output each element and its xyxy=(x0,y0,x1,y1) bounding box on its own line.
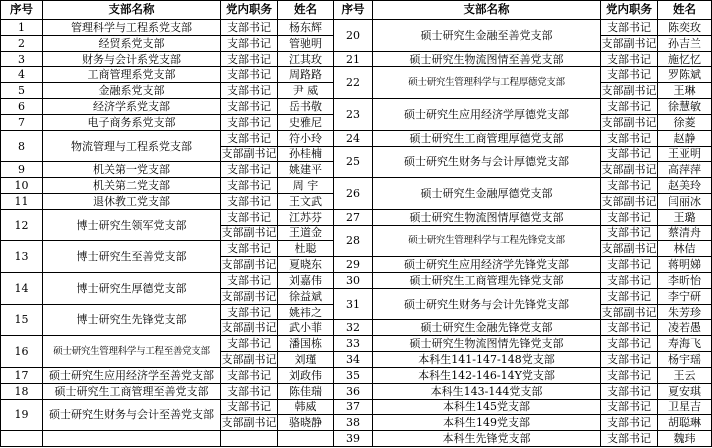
party-role-cell-right: 支部书记 xyxy=(601,257,658,273)
party-role-cell-right: 支部书记 xyxy=(601,225,658,241)
header-role: 党内职务 xyxy=(221,1,278,20)
seq-cell: 1 xyxy=(1,20,43,36)
member-name-cell-right: 朱芳珍 xyxy=(658,304,712,320)
party-role-cell-right: 支部书记 xyxy=(601,130,658,146)
branch-name-cell: 机关第二党支部 xyxy=(43,178,221,194)
member-name-cell: 武小菲 xyxy=(278,320,334,336)
member-name-cell: 江其玫 xyxy=(278,51,334,67)
seq-cell-right: 24 xyxy=(334,130,373,146)
branch-name-cell-right: 本科生143-144党支部 xyxy=(373,383,601,399)
party-role-cell-right: 支部书记 xyxy=(601,431,658,447)
branch-name-cell-right: 硕士研究生金融至善党支部 xyxy=(373,20,601,52)
member-name-cell: 管驰明 xyxy=(278,35,334,51)
header-seq-right: 序号 xyxy=(334,1,373,20)
party-role-cell-right: 支部书记 xyxy=(601,399,658,415)
seq-cell-right: 29 xyxy=(334,257,373,273)
party-role-cell: 支部副书记 xyxy=(221,147,277,161)
member-name-cell-right: 孙吉兰 xyxy=(658,35,712,51)
branch-name-cell-right: 硕士研究生管理科学与工程先锋党支部 xyxy=(373,225,601,257)
seq-cell: 2 xyxy=(1,35,43,51)
party-role-cell: 支部副书记 xyxy=(221,289,277,303)
party-role-cell-right: 支部书记 xyxy=(601,336,658,352)
seq-cell: 7 xyxy=(1,114,43,130)
member-name-cell-right: 王亚明 xyxy=(658,146,712,162)
member-name-cell-right: 施忆忆 xyxy=(658,51,712,67)
table-row xyxy=(1,20,712,36)
member-name-cell: 史雅尼 xyxy=(278,114,334,130)
member-name-cell-right: 李宁研 xyxy=(658,288,712,304)
branch-name-cell: 硕士研究生应用经济学至善党支部 xyxy=(43,367,221,383)
branch-name-cell: 工商管理系党支部 xyxy=(43,67,221,83)
member-name-cell-right: 罗陈斌 xyxy=(658,67,712,83)
party-role-cell-right: 支部书记 xyxy=(601,352,658,368)
party-role-cell: 支部书记 xyxy=(221,193,278,209)
member-name-cell: 王道金 xyxy=(278,225,334,241)
member-name-cell: 刘嘉伟 xyxy=(278,273,334,289)
branch-name-cell: 金融系党支部 xyxy=(43,83,221,99)
table-row xyxy=(1,336,712,352)
member-name-cell: 刘政伟 xyxy=(278,367,334,383)
member-name-cell-right: 杨宇瑶 xyxy=(658,352,712,368)
party-role-cell: 支部副书记 xyxy=(221,416,277,430)
seq-cell: 5 xyxy=(1,83,43,99)
member-name-cell: 韩威 xyxy=(278,399,334,415)
table-row xyxy=(1,273,712,289)
member-name-cell: 夏晓东 xyxy=(278,257,334,273)
party-role-cell: 支部书记 xyxy=(221,83,278,99)
seq-cell-right: 20 xyxy=(334,20,373,52)
table-row xyxy=(1,431,712,447)
member-name-cell-right: 胡聪琳 xyxy=(658,415,712,431)
seq-cell: 4 xyxy=(1,67,43,83)
table-row xyxy=(1,178,712,194)
branch-name-cell-right: 硕士研究生金融先锋党支部 xyxy=(373,320,601,336)
branch-name-cell: 机关第一党支部 xyxy=(43,162,221,178)
party-role-cell-right: 支部书记 xyxy=(601,51,658,67)
seq-cell-right: 32 xyxy=(334,320,373,336)
party-role-cell: 支部书记 xyxy=(221,241,278,257)
branch-name-cell: 财务与会计系党支部 xyxy=(43,51,221,67)
party-role-cell-right: 支部副书记 xyxy=(601,194,657,208)
member-name-cell: 陈佳瑞 xyxy=(278,383,334,399)
branch-name-cell-right: 硕士研究生财务与会计先锋党支部 xyxy=(373,288,601,320)
party-role-cell-right: 支部副书记 xyxy=(601,163,657,177)
seq-cell-right: 26 xyxy=(334,178,373,210)
party-role-cell-right: 支部副书记 xyxy=(601,242,657,256)
branch-name-cell-right: 本科生149党支部 xyxy=(373,415,601,431)
seq-cell-right: 37 xyxy=(334,399,373,415)
member-name-cell: 岳书敬 xyxy=(278,99,334,115)
member-name-cell: 姚祎之 xyxy=(278,304,334,320)
header-row xyxy=(1,1,712,20)
seq-cell-right: 22 xyxy=(334,67,373,99)
seq-cell-right: 23 xyxy=(334,99,373,131)
seq-cell-right: 33 xyxy=(334,336,373,352)
party-role-cell: 支部书记 xyxy=(221,399,278,415)
header-branch-right: 支部名称 xyxy=(373,1,601,20)
table-row xyxy=(1,130,712,146)
header-name-right: 姓名 xyxy=(658,1,712,20)
member-name-cell: 骆晓静 xyxy=(278,415,334,431)
member-name-cell-right: 林佶 xyxy=(658,241,712,257)
table-row xyxy=(1,67,712,83)
branch-name-cell: 经贸系党支部 xyxy=(43,35,221,51)
branch-name-cell xyxy=(43,431,221,447)
branch-name-cell: 退休教工党支部 xyxy=(43,193,221,209)
party-role-cell: 支部书记 xyxy=(221,67,278,83)
branch-name-cell-right: 本科生141-147-148党支部 xyxy=(373,352,601,368)
member-name-cell-right: 高萍萍 xyxy=(658,162,712,178)
party-role-cell: 支部书记 xyxy=(221,114,278,130)
branch-name-cell-right: 硕士研究生物流图情厚德党支部 xyxy=(373,209,601,225)
branch-name-cell: 管理科学与工程系党支部 xyxy=(43,20,221,36)
branch-name-cell-right: 硕士研究生管理科学与工程厚德党支部 xyxy=(373,67,601,99)
member-name-cell: 徐益斌 xyxy=(278,288,334,304)
party-role-cell: 支部书记 xyxy=(221,209,278,225)
seq-cell: 17 xyxy=(1,367,43,383)
party-role-cell: 支部副书记 xyxy=(221,352,277,366)
member-name-cell-right: 赵美玲 xyxy=(658,178,712,194)
seq-cell: 14 xyxy=(1,273,43,305)
seq-cell-right: 39 xyxy=(334,431,373,447)
party-role-cell: 支部书记 xyxy=(221,99,278,115)
branch-name-cell-right: 硕士研究生应用经济学厚德党支部 xyxy=(373,99,601,131)
table-row xyxy=(1,399,712,415)
branch-name-cell: 博士研究生至善党支部 xyxy=(43,241,221,273)
party-role-cell-right: 支部副书记 xyxy=(601,115,657,129)
header-role-right: 党内职务 xyxy=(601,1,658,20)
party-role-cell: 支部书记 xyxy=(221,130,278,146)
branch-name-cell-right: 硕士研究生物流图情先锋党支部 xyxy=(373,336,601,352)
seq-cell: 19 xyxy=(1,399,43,431)
party-role-cell-right: 支部书记 xyxy=(601,67,658,83)
member-name-cell-right: 李昕怡 xyxy=(658,273,712,289)
party-role-cell-right: 支部书记 xyxy=(601,273,658,289)
seq-cell: 8 xyxy=(1,130,43,162)
member-name-cell-right: 蒋明娣 xyxy=(658,257,712,273)
party-role-cell: 支部书记 xyxy=(221,178,278,194)
header-branch: 支部名称 xyxy=(43,1,221,20)
member-name-cell-right: 徐菱 xyxy=(658,114,712,130)
branch-name-cell-right: 硕士研究生工商管理厚德党支部 xyxy=(373,130,601,146)
branch-name-cell: 物流管理与工程系党支部 xyxy=(43,130,221,162)
party-role-cell-right: 支部书记 xyxy=(601,20,658,36)
seq-cell-right: 35 xyxy=(334,367,373,383)
party-role-cell-right: 支部副书记 xyxy=(601,84,657,98)
branch-name-cell: 硕士研究生工商管理至善党支部 xyxy=(43,383,221,399)
party-role-cell: 支部书记 xyxy=(221,367,278,383)
seq-cell-right: 34 xyxy=(334,352,373,368)
seq-cell: 18 xyxy=(1,383,43,399)
seq-cell-right: 36 xyxy=(334,383,373,399)
table-row xyxy=(1,51,712,67)
seq-cell: 16 xyxy=(1,336,43,368)
branch-name-cell-right: 本科生145党支部 xyxy=(373,399,601,415)
table-row xyxy=(1,367,712,383)
party-role-cell-right: 支部书记 xyxy=(601,367,658,383)
branch-name-cell-right: 硕士研究生工商管理先锋党支部 xyxy=(373,273,601,289)
seq-cell-right: 21 xyxy=(334,51,373,67)
member-name-cell: 姚建平 xyxy=(278,162,334,178)
branch-name-cell-right: 硕士研究生物流图情至善党支部 xyxy=(373,51,601,67)
member-name-cell-right: 王琳 xyxy=(658,83,712,99)
seq-cell: 6 xyxy=(1,99,43,115)
party-role-cell: 支部书记 xyxy=(221,51,278,67)
party-role-cell: 支部书记 xyxy=(221,304,278,320)
member-name-cell: 孙桂楠 xyxy=(278,146,334,162)
seq-cell-right: 38 xyxy=(334,415,373,431)
party-role-cell-right: 支部书记 xyxy=(601,146,658,162)
party-role-cell-right: 支部书记 xyxy=(601,383,658,399)
seq-cell: 10 xyxy=(1,178,43,194)
branch-name-cell-right: 硕士研究生金融厚德党支部 xyxy=(373,178,601,210)
party-role-cell: 支部书记 xyxy=(221,20,278,36)
branch-name-cell: 硕士研究生管理科学与工程至善党支部 xyxy=(43,336,221,368)
member-name-cell: 周 宇 xyxy=(278,178,334,194)
party-role-cell: 支部书记 xyxy=(221,35,278,51)
seq-cell xyxy=(1,431,43,447)
member-name-cell-right: 闫丽冰 xyxy=(658,193,712,209)
party-role-cell: 支部书记 xyxy=(221,336,278,352)
seq-cell: 12 xyxy=(1,209,43,241)
seq-cell-right: 25 xyxy=(334,146,373,178)
roster-body xyxy=(1,20,712,447)
party-role-cell-right: 支部书记 xyxy=(601,415,658,431)
member-name-cell: 刘瑾 xyxy=(278,352,334,368)
seq-cell-right: 31 xyxy=(334,288,373,320)
member-name-cell-right: 寿海飞 xyxy=(658,336,712,352)
seq-cell: 11 xyxy=(1,193,43,209)
member-name-cell-right: 魏玮 xyxy=(658,431,712,447)
table-row xyxy=(1,99,712,115)
branch-name-cell: 硕士研究生财务与会计至善党支部 xyxy=(43,399,221,431)
seq-cell: 3 xyxy=(1,51,43,67)
party-role-cell-right: 支部书记 xyxy=(601,288,658,304)
member-name-cell-right: 徐慧敏 xyxy=(658,99,712,115)
seq-cell-right: 30 xyxy=(334,273,373,289)
branch-name-cell-right: 本科生先锋党支部 xyxy=(373,431,601,447)
member-name-cell: 尹 威 xyxy=(278,83,334,99)
member-name-cell-right: 夏安琪 xyxy=(658,383,712,399)
branch-name-cell-right: 硕士研究生财务与会计厚德党支部 xyxy=(373,146,601,178)
header-seq: 序号 xyxy=(1,1,43,20)
branch-name-cell-right: 本科生142-146-14Y党支部 xyxy=(373,367,601,383)
seq-cell-right: 27 xyxy=(334,209,373,225)
seq-cell-right: 28 xyxy=(334,225,373,257)
member-name-cell: 王文武 xyxy=(278,193,334,209)
party-role-cell-right: 支部书记 xyxy=(601,209,658,225)
party-role-cell-right: 支部书记 xyxy=(601,320,658,336)
member-name-cell: 潘国栋 xyxy=(278,336,334,352)
branch-name-cell-right: 硕士研究生应用经济学先锋党支部 xyxy=(373,257,601,273)
branch-name-cell: 博士研究生领军党支部 xyxy=(43,209,221,241)
member-name-cell-right: 王云 xyxy=(658,367,712,383)
branch-name-cell: 博士研究生厚德党支部 xyxy=(43,273,221,305)
party-role-cell: 支部副书记 xyxy=(221,321,277,335)
party-role-cell: 支部副书记 xyxy=(221,258,277,272)
seq-cell: 13 xyxy=(1,241,43,273)
party-role-cell xyxy=(221,431,278,447)
member-name-cell-right: 陈奕玫 xyxy=(658,20,712,36)
party-role-cell-right: 支部副书记 xyxy=(601,305,657,319)
header-name: 姓名 xyxy=(278,1,334,20)
party-role-cell-right: 支部副书记 xyxy=(601,36,657,50)
member-name-cell xyxy=(278,431,334,447)
seq-cell: 15 xyxy=(1,304,43,336)
member-name-cell-right: 卫星吉 xyxy=(658,399,712,415)
party-role-cell: 支部副书记 xyxy=(221,226,277,240)
member-name-cell: 符小玲 xyxy=(278,130,334,146)
branch-name-cell: 博士研究生先锋党支部 xyxy=(43,304,221,336)
member-name-cell-right: 凌若愚 xyxy=(658,320,712,336)
table-row xyxy=(1,209,712,225)
party-role-cell: 支部书记 xyxy=(221,383,278,399)
member-name-cell-right: 赵静 xyxy=(658,130,712,146)
table-row xyxy=(1,383,712,399)
member-name-cell: 周路路 xyxy=(278,67,334,83)
branch-name-cell: 电子商务系党支部 xyxy=(43,114,221,130)
member-name-cell: 杜聪 xyxy=(278,241,334,257)
branch-name-cell: 经济学系党支部 xyxy=(43,99,221,115)
member-name-cell-right: 王璐 xyxy=(658,209,712,225)
party-role-cell-right: 支部书记 xyxy=(601,178,658,194)
party-role-cell: 支部书记 xyxy=(221,273,278,289)
member-name-cell-right: 蔡清舟 xyxy=(658,225,712,241)
party-role-cell-right: 支部书记 xyxy=(601,99,658,115)
member-name-cell: 江苏芬 xyxy=(278,209,334,225)
seq-cell: 9 xyxy=(1,162,43,178)
member-name-cell: 杨东辉 xyxy=(278,20,334,36)
party-role-cell: 支部书记 xyxy=(221,162,278,178)
